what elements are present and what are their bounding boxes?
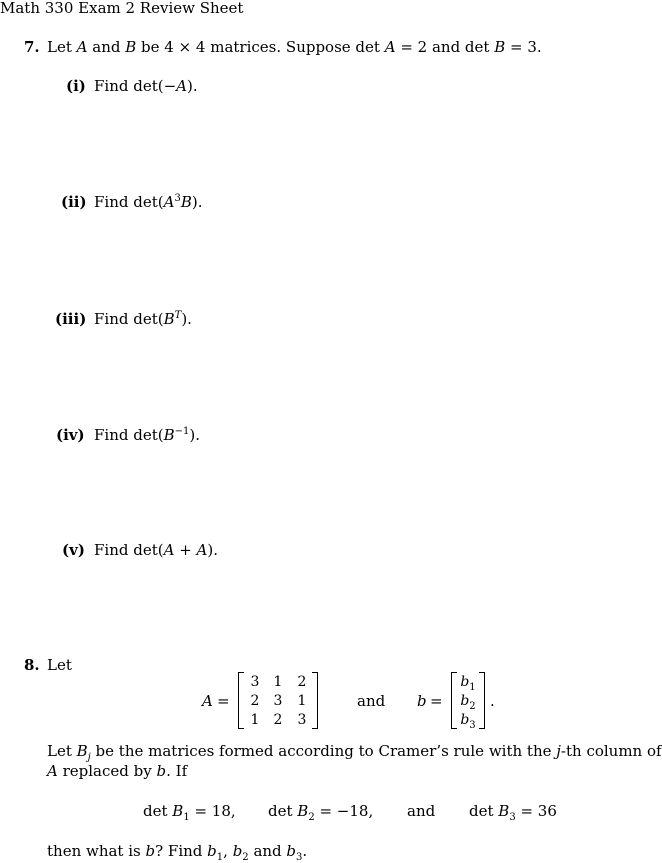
question-7-number: 7.: [24, 38, 40, 56]
part-label: (v): [62, 541, 85, 559]
matrix-a-label: A: [202, 692, 213, 710]
part-text: Find $\det(B^T)$.: [94, 310, 192, 328]
period: .: [490, 692, 495, 710]
part-text: Find det(A + A).: [94, 541, 219, 559]
and-word: and: [357, 692, 386, 710]
cramer-paragraph-line1: Let $B_j$ be the matrices formed according to Cramer’s rule with the j-th column of: [47, 742, 662, 763]
vector-b-label: b: [417, 692, 427, 710]
det-b2: $\det B_2 = -18$,: [268, 802, 374, 823]
part-text: Find det(−A).: [94, 77, 198, 95]
matrix-cell: 2: [273, 712, 283, 728]
equals-sign: =: [217, 692, 230, 710]
part-text: Find $\det(A^3B)$.: [94, 193, 203, 211]
matrix-cell: 1: [297, 693, 307, 709]
vector-cell: $b_3$: [460, 712, 476, 731]
part-label: (iv): [56, 426, 85, 444]
final-question: then what is b? Find $b_1$, $b_2$ and $b_3$.: [47, 842, 308, 863]
question-8-number: 8.: [24, 656, 40, 674]
matrix-cell: 1: [273, 674, 283, 690]
cramer-paragraph-line2: A replaced by b. If: [47, 762, 188, 780]
part-label: (i): [66, 77, 86, 95]
matrix-cell: 2: [297, 674, 307, 690]
question-7-intro: Let A and B be 4 × 4 matrices. Suppose det A = 2 and det B = 3.: [47, 38, 542, 56]
matrix-cell: 2: [250, 693, 260, 709]
matrix-cell: 1: [250, 712, 260, 728]
matrix-a: [238, 672, 318, 729]
page-header: Math 330 Exam 2 Review Sheet: [0, 0, 244, 17]
part-label: (iii): [55, 310, 87, 328]
part-label: (ii): [61, 193, 87, 211]
vector-cell: $b_1$: [460, 674, 476, 693]
vector-b: [451, 672, 485, 729]
dets-and-word: and: [407, 802, 436, 820]
equals-sign: =: [430, 692, 443, 710]
part-text: Find $\det(B^{-1})$.: [94, 426, 201, 444]
matrix-cell: 3: [250, 674, 260, 690]
matrix-cell: 3: [297, 712, 307, 728]
det-b1: $\det B_1 = 18$,: [143, 802, 236, 823]
vector-cell: $b_2$: [460, 693, 476, 712]
matrix-cell: 3: [273, 693, 283, 709]
det-b3: $\det B_3 = 36$: [469, 802, 557, 823]
question-8-let: Let: [47, 656, 72, 674]
